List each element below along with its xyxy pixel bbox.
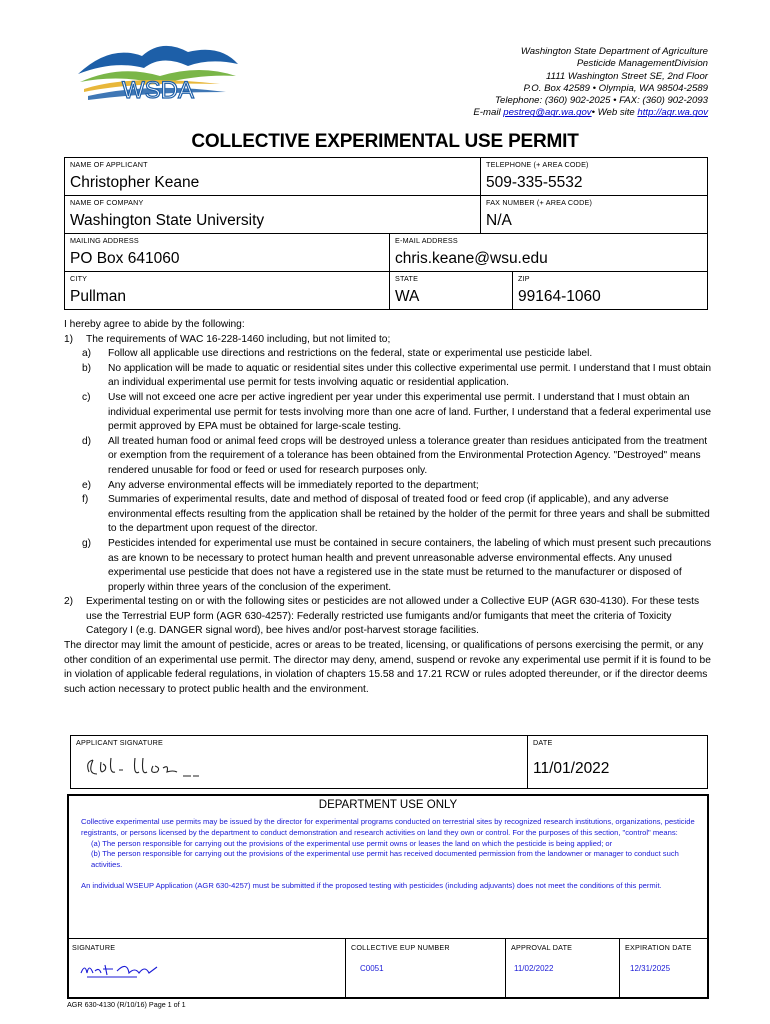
subitem-letter: e)	[82, 479, 92, 491]
department-item-b: (b) The person responsible for carrying out the provisions of the experimental use permit has received documented permission from the landowner or manager to conduct such activities.	[91, 849, 679, 870]
applicant-signature-block	[70, 735, 708, 789]
terms-item-1	[64, 333, 714, 348]
field-label: TELEPHONE (+ AREA CODE)	[486, 160, 589, 169]
subitem-letter: d)	[82, 435, 92, 447]
field-value: 99164-1060	[518, 288, 601, 305]
agency-email-link[interactable]: pestreg@agr.wa.gov	[503, 107, 592, 119]
city-field[interactable]	[65, 272, 389, 309]
subitem-text: Summaries of experimental results, date and method of disposal of treated food or feed crop (if applicable), and any adverse environmental effects resulting from the application shall be retained by the holder of the permit for three years and shall be submitted to the department upon request of the director.	[108, 494, 710, 535]
field-label: ZIP	[518, 274, 530, 283]
field-label: NAME OF APPLICANT	[70, 160, 148, 169]
subitem-letter: g)	[82, 537, 92, 549]
applicant-signature-image	[83, 750, 213, 782]
subitem-text: No application will be made to aquatic or residential sites under this collective experimental use permit. I understand that I must obtain an individual experimental use permit for tests involving aquatic or residential application.	[108, 362, 712, 389]
mailing-address-field[interactable]	[65, 234, 389, 271]
form-footer: AGR 630-4130 (R/10/16) Page 1 of 1	[67, 1000, 186, 1009]
field-value: WA	[395, 288, 420, 305]
field-value: Pullman	[70, 288, 126, 305]
subitem-text: Use will not exceed one acre per active ingredient per year under this experimental use permit. I understand that I must obtain an individual experimental use permit for tests involving more than one acre of land. Further, I understand that a federal experimental use permit approved by EPA must be obtained for large-scale testing.	[108, 391, 712, 433]
terms-subitem-d	[64, 435, 714, 479]
terms-subitem-g	[64, 537, 714, 595]
agency-website-link[interactable]: http://agr.wa.gov	[637, 107, 708, 119]
company-field[interactable]	[65, 196, 480, 233]
applicant-form	[64, 157, 708, 310]
department-fields-row	[67, 938, 709, 999]
field-value: 11/01/2022	[533, 760, 610, 777]
field-value: Christopher Keane	[70, 174, 200, 191]
agency-line: 1111 Washington Street SE, 2nd Floor	[546, 70, 708, 82]
department-title: DEPARTMENT USE ONLY	[318, 799, 458, 811]
terms-intro: I hereby agree to abide by the following:	[64, 319, 245, 330]
field-value: chris.keane@wsu.edu	[395, 250, 548, 267]
subitem-letter: c)	[82, 391, 91, 403]
department-use-box	[67, 794, 709, 999]
department-paragraph: Collective experimental use permits may be issued by the director for experimental programs conducted on terrestrial sites by recognized research institutions, organizations, pesticide registrants, or persons licensed by the department to conduct demonstration and research activities on land they own or control. For the purposes of this section, "control" means:	[81, 817, 695, 837]
terms-item-2	[64, 595, 714, 639]
item-text: Experimental testing on or with the following sites or pesticides are not allowed under a Collective EUP (AGR 630-4130). For these tests use the Terrestrial EUP form (AGR 630-4257): Federally restricted use fumigants and/or fumigants that meet the criteria of Toxicity Category I (e.g. DANGER signal word), bee hives and/or post-harvest storage facilities.	[86, 596, 700, 637]
terms-subitem-a	[64, 347, 714, 362]
terms-subitem-e	[64, 479, 714, 494]
terms-subitem-c	[64, 391, 714, 435]
field-label: DATE	[533, 738, 553, 747]
email-prefix: E-mail	[473, 107, 504, 119]
field-label: APPROVAL DATE	[511, 943, 573, 952]
field-value: PO Box 641060	[70, 250, 180, 267]
agency-contact-line	[388, 107, 708, 119]
agency-line: Telephone: (360) 902-2025 • FAX: (360) 902-2093	[495, 95, 708, 107]
wsda-logo	[70, 34, 240, 114]
field-value: 12/31/2025	[630, 964, 671, 973]
terms-subitem-b	[64, 362, 714, 391]
item-number: 2)	[64, 596, 74, 608]
field-value: N/A	[486, 212, 512, 229]
zip-field[interactable]	[512, 272, 707, 309]
field-label: SIGNATURE	[72, 943, 116, 952]
director-paragraph: The director may limit the amount of pesticide, acres or areas to be treated, licensing, or qualifications of persons exercising the permit, or any other condition of an experimental use permit. The director may deny, amend, suspend or revoke any experimental use permit if it is found to be in violation of applicable federal regulations, in violation of chapters 15.58 and 17.21 RCW or rules adopted thereunder, or if the director deems such action necessary to protect public health and the environment.	[64, 640, 711, 695]
terms-subitem-f	[64, 493, 714, 537]
field-value: 11/02/2022	[514, 964, 554, 973]
field-label: MAILING ADDRESS	[70, 236, 139, 245]
subitem-text: Any adverse environmental effects will be immediately reported to the department;	[108, 479, 479, 491]
subitem-letter: b)	[82, 362, 92, 374]
field-label: COLLECTIVE EUP NUMBER	[351, 943, 450, 952]
field-value: 509-335-5532	[486, 174, 583, 191]
field-label: CITY	[70, 274, 88, 283]
subitem-text: All treated human food or animal feed crops will be destroyed unless a tolerance greater than residues anticipated from the treatment or exemption from the requirement of a tolerance has been obtained from the Environmental Protection Agency. "Destroyed" means rendered unusable for food or feed or used for research purposes only.	[108, 435, 708, 476]
subitem-text: Pesticides intended for experimental use must be contained in secure containers, the labeling of which must present such precautions as are known to be necessary to protect human health and prevent unreasonable adverse environmental effects. Any unused experimental use pesticide that does not have a registered use in the state must be returned to the manufacturer or disposed of properly within three years of the conclusion of the experiment.	[108, 537, 712, 593]
field-label: EXPIRATION DATE	[625, 943, 692, 952]
field-value: C0051	[360, 964, 384, 973]
field-label: NAME OF COMPANY	[70, 198, 144, 207]
eup-number-field[interactable]	[345, 939, 505, 999]
telephone-field[interactable]	[480, 158, 707, 195]
website-prefix: • Web site	[591, 107, 638, 119]
agency-line: Pesticide ManagementDivision	[576, 58, 708, 70]
department-signature-field[interactable]	[67, 939, 345, 999]
subitem-letter: a)	[82, 348, 92, 360]
field-label: E-MAIL ADDRESS	[395, 236, 458, 245]
item-text: The requirements of WAC 16-228-1460 including, but not limited to;	[86, 333, 391, 345]
fax-field[interactable]	[480, 196, 707, 233]
subitem-letter: f)	[82, 494, 89, 506]
state-field[interactable]	[389, 272, 512, 309]
applicant-signature-field[interactable]	[71, 736, 527, 788]
page-title: COLLECTIVE EXPERIMENTAL USE PERMIT	[191, 131, 579, 152]
signature-date-field[interactable]	[527, 736, 707, 788]
field-label: STATE	[395, 274, 419, 283]
agency-line: Washington State Department of Agriculture	[520, 46, 708, 57]
department-paragraph-2: An individual WSEUP Application (AGR 630-4257) must be submitted if the proposed testing with pesticides (including adjuvants) does not meet the conditions of this permit.	[81, 880, 662, 890]
terms-section	[64, 318, 714, 697]
logo-text: WSDA	[122, 77, 194, 104]
field-label: FAX NUMBER (+ AREA CODE)	[486, 198, 593, 207]
subitem-text: Follow all applicable use directions and restrictions on the federal, state or experimental use pesticide label.	[108, 348, 593, 360]
email-field[interactable]	[389, 234, 707, 271]
department-signature-image	[77, 957, 167, 981]
department-text	[81, 817, 701, 892]
agency-line: P.O. Box 42589 • Olympia, WA 98504-2589	[523, 82, 708, 94]
field-label: APPLICANT SIGNATURE	[76, 738, 164, 747]
field-value: Washington State University	[70, 212, 265, 229]
agency-address	[388, 46, 708, 120]
applicant-name-field[interactable]	[65, 158, 480, 195]
approval-date-field[interactable]	[505, 939, 619, 999]
department-item-a: (a) The person responsible for carrying out the provisions of the experimental use permit owns or leases the land on which the pesticide is being applied; or	[91, 838, 613, 848]
item-number: 1)	[64, 333, 74, 345]
expiration-date-field[interactable]	[619, 939, 709, 999]
